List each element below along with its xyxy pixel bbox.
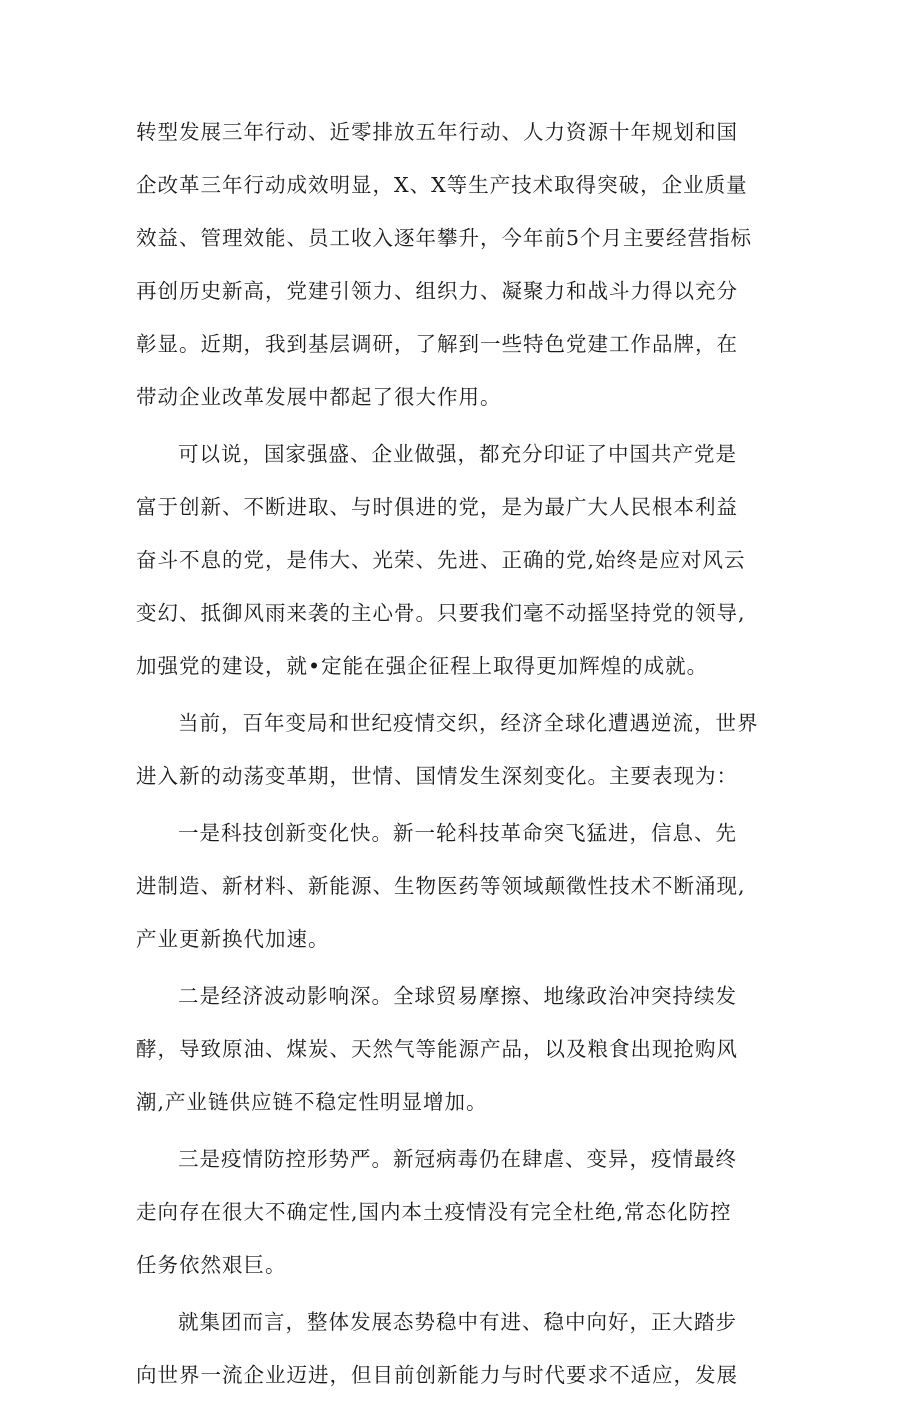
paragraph-6-line-3: 任务依然艰巨。 [136, 1253, 287, 1277]
paragraph-2-line-4: 变幻、抵御风雨来袭的主心骨。只要我们毫不动摇坚持党的领导, [136, 601, 746, 625]
paragraph-4-line-1: 一是科技创新变化快。新一轮科技革命突飞猛进，信息、先 [178, 821, 737, 845]
paragraph-3-line-2: 进入新的动荡变革期，世情、国情发生深刻变化。主要表现为： [136, 764, 738, 788]
paragraph-4-line-3: 产业更新换代加速。 [136, 927, 330, 951]
paragraph-1-line-6: 带动企业改革发展中都起了很大作用。 [136, 385, 502, 409]
paragraph-1-line-3: 效益、管理效能、员工收入逐年攀升，今年前5个月主要经营指标 [136, 226, 753, 250]
paragraph-6-line-2: 走向存在很大不确定性,国内本土疫情没有完全杜绝,常态化防控 [136, 1200, 732, 1224]
paragraph-2-line-3: 奋斗不息的党，是伟大、光荣、先进、正确的党,始终是应对风云 [136, 548, 746, 572]
paragraph-2-line-2: 富于创新、不断进取、与时俱进的党，是为最广大人民根本利益 [136, 495, 738, 519]
paragraph-4-line-2: 进制造、新材料、新能源、生物医药等领域颠徵性技术不断涌现, [136, 874, 746, 898]
paragraph-3-line-1: 当前，百年变局和世纪疫情交织，经济全球化遭遇逆流，世界 [178, 711, 759, 735]
paragraph-5-line-3: 潮,产业链供应链不稳定性明显增加。 [136, 1090, 488, 1114]
paragraph-6-line-1: 三是疫情防控形势严。新冠病毒仍在肆虐、变异，疫情最终 [178, 1147, 737, 1171]
paragraph-1-line-4: 再创历史新高，党建引领力、组织力、凝聚力和战斗力得以充分 [136, 279, 738, 303]
paragraph-2-line-1: 可以说，国家强盛、企业做强，都充分印证了中国共产党是 [178, 442, 737, 466]
paragraph-1-line-5: 彰显。近期，我到基层调研，了解到一些特色党建工作品牌，在 [136, 332, 738, 356]
paragraph-7-line-1: 就集团而言，整体发展态势稳中有进、稳中向好，正大踏步 [178, 1310, 737, 1334]
document-body [136, 106, 796, 1402]
paragraph-1-line-1: 转型发展三年行动、近零排放五年行动、人力资源十年规划和国 [136, 120, 738, 144]
paragraph-5-line-1: 二是经济波动影响深。全球贸易摩擦、地缘政治冲突持续发 [178, 984, 737, 1008]
paragraph-7-line-2: 向世界一流企业迈进，但目前创新能力与时代要求不适应，发展 [136, 1363, 738, 1387]
paragraph-2-line-5: 加强党的建设，就•定能在强企征程上取得更加辉煌的成就。 [136, 654, 709, 678]
paragraph-1-line-2: 企改革三年行动成效明显，X、X等生产技术取得突破，企业质量 [136, 173, 748, 197]
paragraph-5-line-2: 酵，导致原油、煤炭、天然气等能源产品，以及粮食出现抢购风 [136, 1037, 738, 1061]
